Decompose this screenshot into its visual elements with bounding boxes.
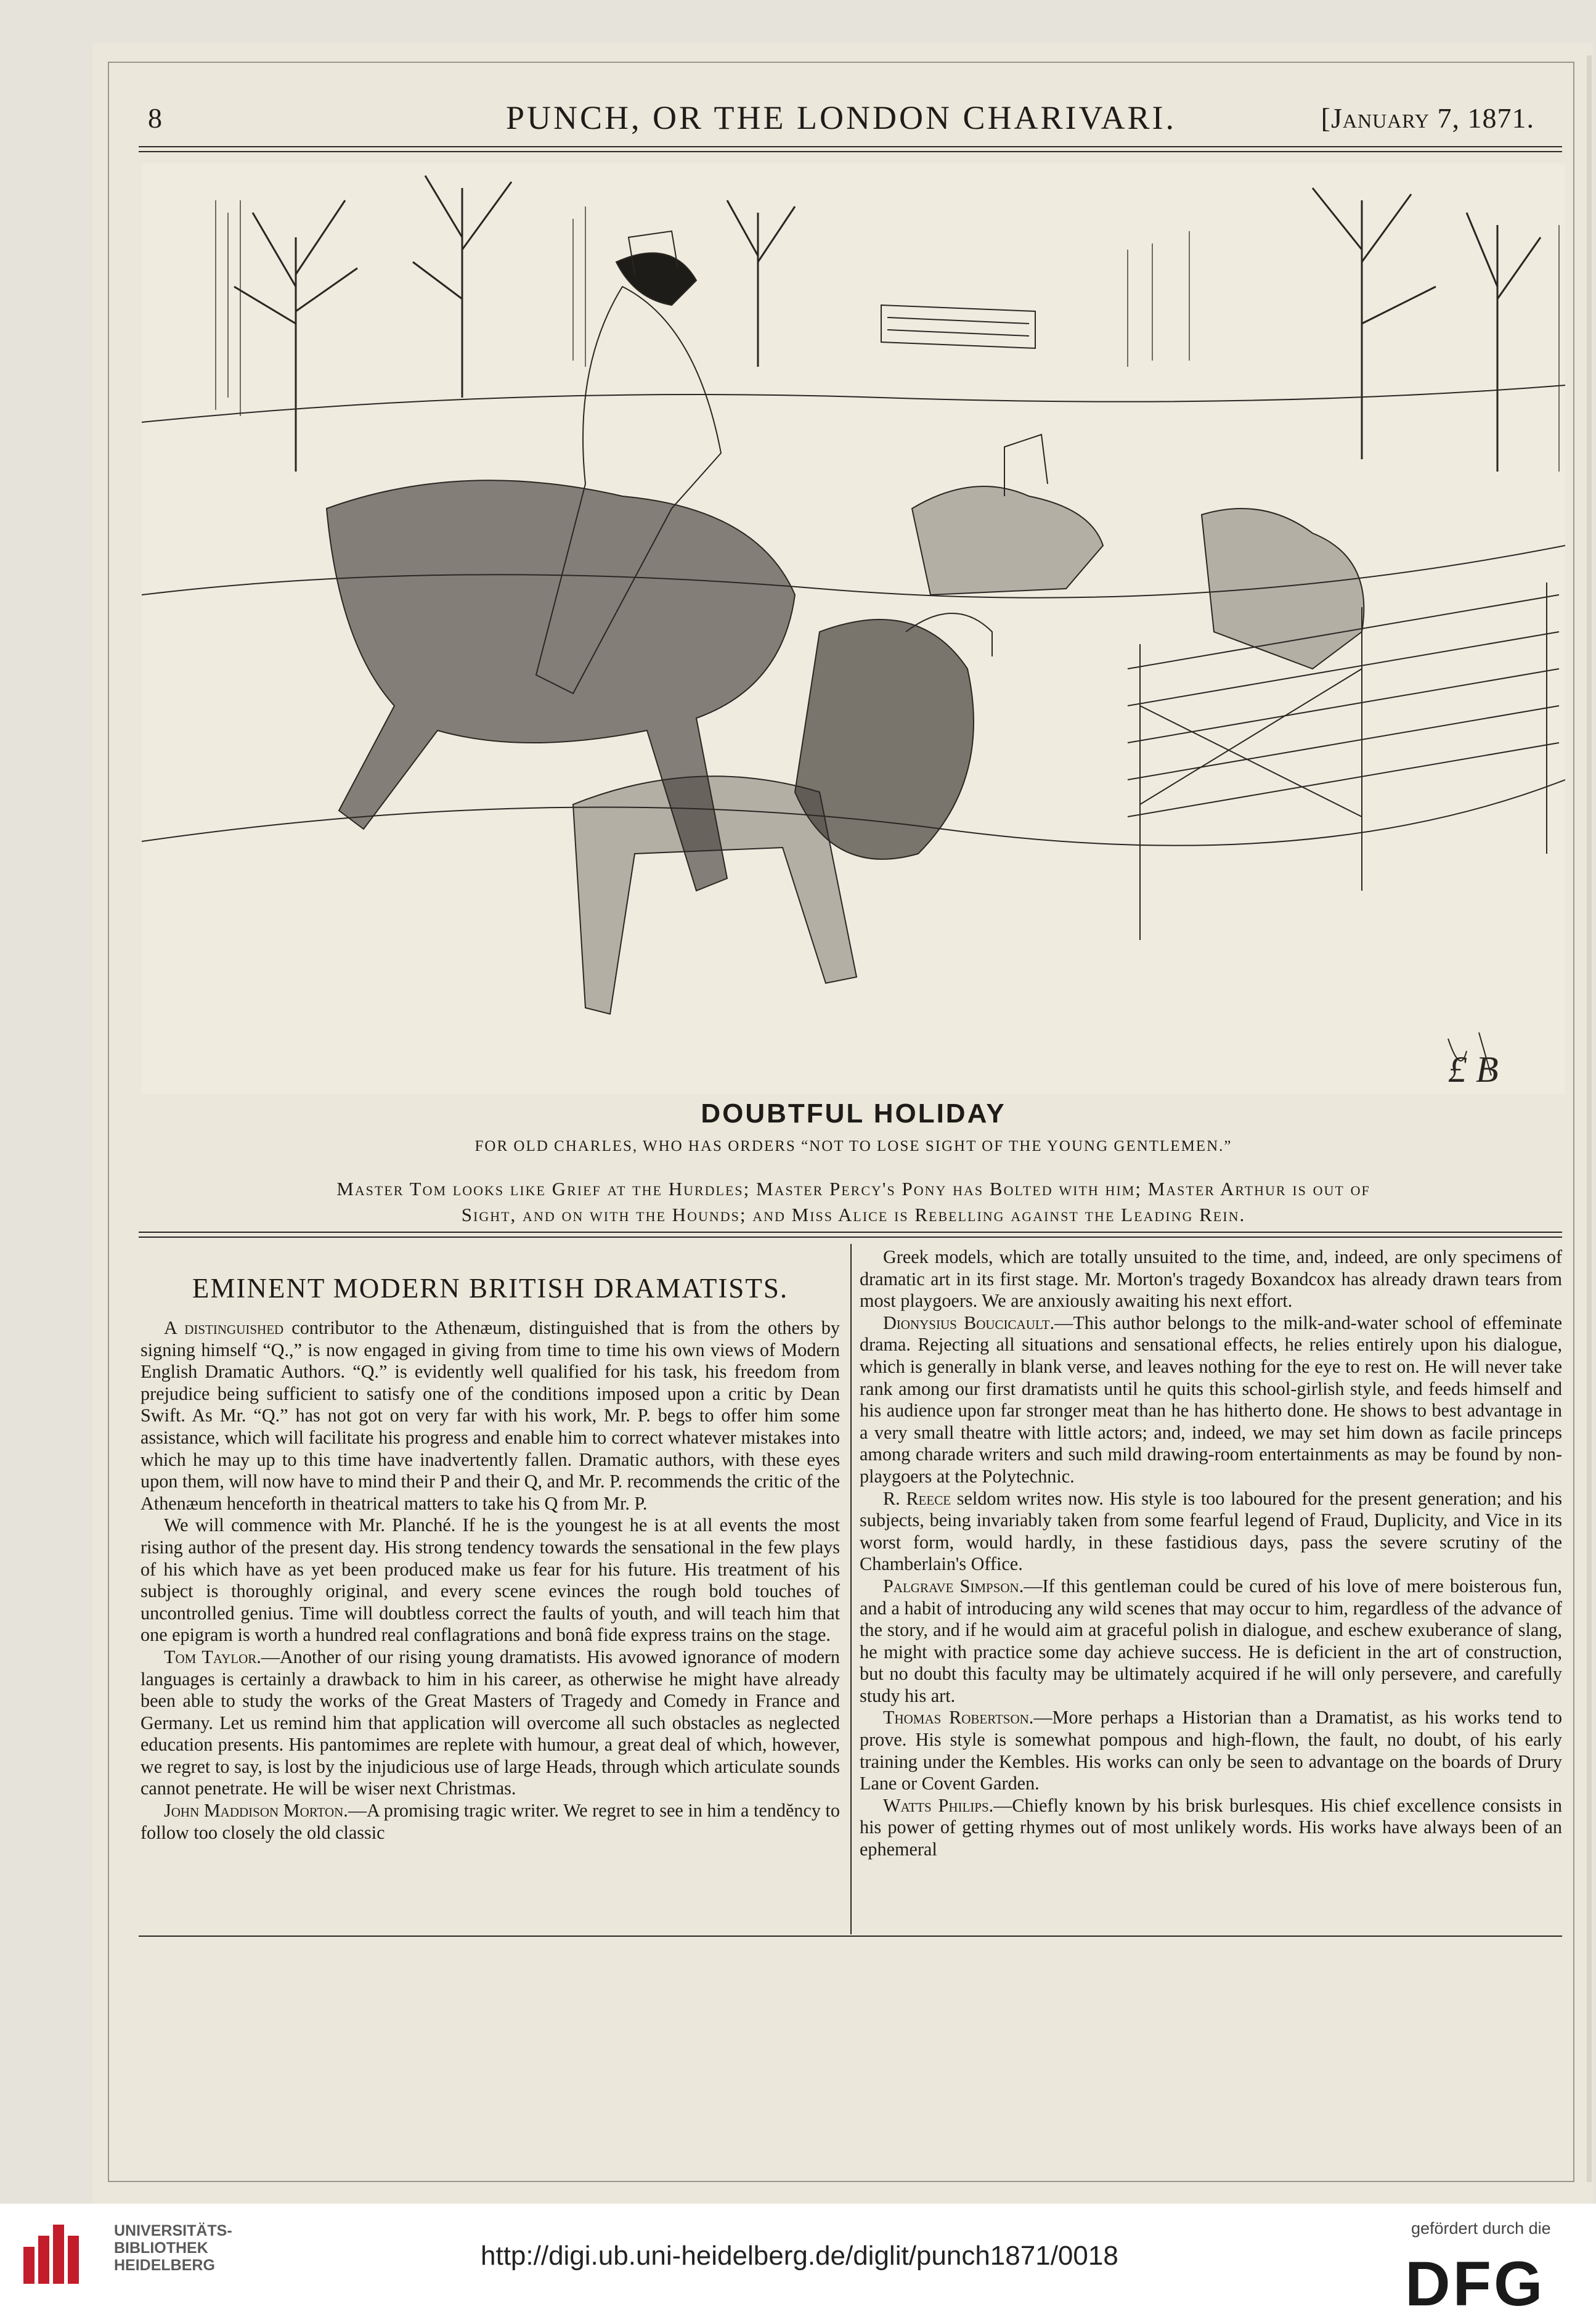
- cartoon-title: DOUBTFUL HOLIDAY: [701, 1098, 1006, 1129]
- cartoon-caption: [160, 1176, 1547, 1228]
- paragraph-text: —More perhaps a Historian than a Dramatist, as his works tend to prove. His style is somewhat pompous and high-flown, the fault, no doubt, of his early training under the Kembles. His works can only be seen to advantage on the boards of Drury Lane or Covent Garden.: [860, 1707, 1562, 1794]
- artist-signature: £ B: [1448, 1049, 1499, 1090]
- article-title: EMINENT MODERN BRITISH DRAMATISTS.: [192, 1273, 789, 1304]
- paragraph-lead: John Maddison Morton.: [164, 1800, 348, 1821]
- paragraph-text: contributor to the Athenæum, distinguished that is from the others by signing himself “Q.,” is now engaged in giving from time to time his own views of Modern English Dramatic Authors. “Q.” is evidently well qualified for his task, his freedom from prejudice being sufficient to satisfy one of the conditions imposed upon a critic by Dean Swift. As Mr. “Q.” has not got on very far with his work, Mr. P. begs to offer him some assistance, which will facilitate his progress and enable him to correct whatever mistakes into which he may up to this time have inadvertently fallen. Dramatic authors, with these eyes upon them, will now have to mind their P and their Q, and Mr. P. recommends the critic of the Athenæum henceforth in theatrical matters to take his Q from Mr. P.: [140, 1317, 840, 1514]
- issue-date: [January 7, 1871.: [1321, 102, 1534, 134]
- paragraph-lead: Palgrave Simpson.: [883, 1575, 1024, 1596]
- article-paragraph: [140, 1646, 840, 1800]
- paragraph-text: seldom writes now. His style is too laboured for the present generation; and his subjects, being invariably taken from some fearful legend of Fraud, Duplicity, and Vice in its worst form, would hardly, in these fastidious days, pass the severe scrutiny of the Chamberlain's Office.: [860, 1487, 1562, 1575]
- article-paragraph: [860, 1707, 1562, 1794]
- article-paragraph: [140, 1515, 840, 1646]
- article-paragraph: [140, 1317, 840, 1515]
- bottom-rule: [139, 1936, 1562, 1937]
- caption-line: Master Tom looks like Grief at the Hurdles; Master Percy's Pony has Bolted with him; Master Arthur is out of: [336, 1178, 1370, 1200]
- paragraph-text: —If this gentleman could be cured of his love of mere boisterous fun, and a habit of introducing any wild scenes that may occur to him, regardless of the advance of the story, and if he would aim at graceful polish in dialogue, and eschew exuberance of slang, he might with practice some day achieve success. He is deficient in the art of construction, but no doubt this faculty may be ultimately acquired if he will only persevere, and carefully study his art.: [860, 1575, 1562, 1706]
- paragraph-lead: Tom Taylor.: [164, 1646, 261, 1667]
- institution-line: UNIVERSITÄTS-: [114, 2222, 232, 2239]
- header-rule: [139, 146, 1562, 152]
- digitization-footer: [0, 2204, 1596, 2322]
- university-seal-icon: [18, 2217, 91, 2290]
- running-head: [148, 96, 1534, 139]
- funding-label: gefördert durch die: [1411, 2219, 1551, 2238]
- paragraph-lead: Thomas Robertson.: [883, 1707, 1034, 1728]
- paragraph-text: —A promising tragic writer. We regret to see in him a tendĕncy to follow too closely the old classic: [140, 1800, 841, 1843]
- cartoon-drawing: [142, 163, 1565, 1094]
- paragraph-lead: A distinguished: [164, 1317, 284, 1338]
- dfg-logo: DFG: [1405, 2249, 1545, 2319]
- permalink[interactable]: http://digi.ub.uni-heidelberg.de/diglit/punch1871/0018: [481, 2241, 1118, 2271]
- paragraph-text: We will commence with Mr. Planché. If he is the youngest he is at all events the most rising author of the present day. His strong tendency towards the sensational in the few plays of his which have as yet been produced make us fear for his future. His treatment of his subject is thoroughly original, and every scene evinces the rough bold touches of uncontrolled genius. Time will doubtless correct the faults of youth, and will teach him that one epigram is worth a hundred real conflagrations and bonâ fide express trains on the stage.: [140, 1515, 840, 1646]
- page-number: 8: [148, 102, 163, 134]
- caption-line: Sight, and on with the Hounds; and Miss Alice is Rebelling against the Leading Rein.: [461, 1204, 1246, 1225]
- paragraph-text: —Another of our rising young dramatists. His avowed ignorance of modern languages is certainly a drawback to him in his career, as otherwise he might have already been able to study the works of the Great Masters of Tragedy and Comedy in France and Germany. Let us remind him that application will overcome all such obstacles as neglected education presents. His pantomimes are replete with humour, a great deal of which, however, we regret to say, is lost by the injudicious use of large Heads, through which articulate sounds cannot penetrate. He will be wiser next Christmas.: [140, 1646, 840, 1799]
- cartoon-subtitle: FOR OLD CHARLES, WHO HAS ORDERS “NOT TO LOSE SIGHT OF THE YOUNG GENTLEMEN.”: [474, 1138, 1232, 1155]
- paragraph-lead: Dionysius Boucicault.: [883, 1312, 1055, 1333]
- paragraph-lead: Watts Philips.: [883, 1794, 994, 1816]
- article-paragraph: [860, 1795, 1562, 1861]
- paragraph-lead: R. Reece: [883, 1487, 951, 1509]
- column-divider: [850, 1244, 852, 1934]
- left-paragraphs: [140, 1317, 840, 1844]
- page-edge: [1587, 55, 1592, 2182]
- institution-name: [114, 2222, 232, 2274]
- article-paragraph: [860, 1312, 1562, 1488]
- institution-line: BIBLIOTHEK: [114, 2239, 208, 2257]
- cartoon-illustration: [142, 163, 1565, 1094]
- article-paragraph: [860, 1576, 1562, 1707]
- article-paragraph: [140, 1800, 840, 1844]
- section-rule: [139, 1232, 1562, 1233]
- paragraph-text: Greek models, which are totally unsuited to the time, and, indeed, are only specimens of dramatic art in its first stage. Mr. Morton's tragedy Boxandcox has already drawn tears from most playgoers. We are anxiously awaiting his next effort.: [860, 1246, 1562, 1312]
- article-paragraph: [860, 1246, 1562, 1312]
- masthead: PUNCH, OR THE LONDON CHARIVARI.: [505, 99, 1177, 136]
- article-left-column: [140, 1251, 840, 1844]
- article-right-column: [860, 1246, 1562, 1861]
- right-paragraphs: [860, 1246, 1562, 1861]
- paragraph-text: —Chiefly known by his brisk burlesques. His chief excellence consists in his power of getting rhymes out of most unlikely words. His works have always been of an ephemeral: [860, 1794, 1563, 1860]
- institution-line: HEIDELBERG: [114, 2257, 215, 2274]
- section-rule: [139, 1237, 1562, 1238]
- paragraph-text: —This author belongs to the milk-and-water school of effeminate drama. Rejecting all situations and sensational effects, he relies entirely upon his dialogue, which is generally in blank verse, and leaves nothing for the eye to rest on. He will never take rank among our first dramatists until he quits this school-girlish style, and feeds himself and his audience upon far stronger meat than he has hitherto done. He shows to best advantage in a very small theatre with little actors; and, indeed, we may set him down as facile princeps among charade writers and such mild drawing-room entertainments as may be found by non-playgoers at the Polytechnic.: [860, 1312, 1562, 1487]
- article-paragraph: [860, 1488, 1562, 1576]
